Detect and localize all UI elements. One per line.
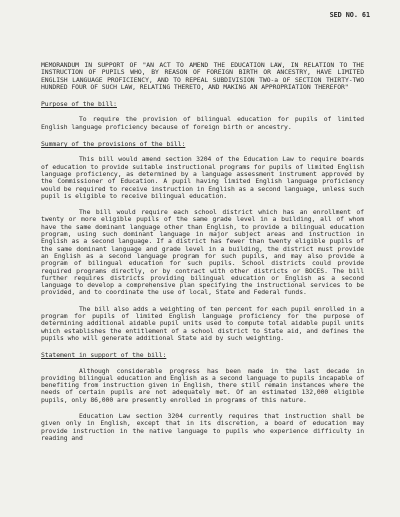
statement-heading: Statement in support of the bill: (41, 351, 167, 360)
sed-number: SED NO. 61 (329, 11, 370, 19)
statement-paragraph-2: Education Law section 3204 currently requires that instruction shall be given only in English, except that in its discretion, a board of education may provide instruction in the native language to pupils who experience difficulty in reading and (41, 411, 364, 442)
purpose-heading: Purpose of the bill: (41, 100, 117, 109)
summary-paragraph-2: The bill would require each school district which has an enrollment of twenty or more eligible pupils of the same grade level in a building, all of whom have the same dominant language other than English, to provide a bilingual education program, using such dominant language in major subject areas and instruction in English as a second language. If a district has fewer than twenty eligible pupils of the same dominant language and grade level in a building, the district must provide an English as a second language program for such pupils, and may also provide a program of bilingual education for such pupils. School districts could provide required programs directly, or by contract with other districts or BOCES. The bill further requires districts providing bilingual education or English as a second language to develop a comprehensive plan specifying the instructional services to be provided, and to coordinate the use of local, State and Federal funds. (41, 208, 364, 297)
memo-title: MEMORANDUM IN SUPPORT OF "AN ACT TO AMEND THE EDUCATION LAW, IN RELATION TO THE INSTRUCTION OF PUPILS WHO, BY REASON OF FOREIGN BIRTH OR ANCESTRY, HAVE LIMITED ENGLISH LANGUAGE PROFICIENCY, AND TO REPEAL SUBDIVISION TWO-a OF SECTION THIRTY-TWO HUNDRED FOUR OF SUCH LAW, RELATING THERETO, AND MAKING AN APPROPRIATION THEREFOR" (41, 61, 364, 91)
summary-paragraph-3: The bill also adds a weighting of ten percent for each pupil enrolled in a program for pupils of limited English language proficiency for the purpose of determining additional aidable pupil units used to compute total aidable pupil units which establishes the entitlement of a school district to State aid, and defines the pupils who will generate additional State aid by such weighting. (41, 304, 364, 342)
summary-paragraph-1: This bill would amend section 3204 of the Education Law to require boards of education to provide suitable instructional programs for pupils of limited English language proficiency, as determined by a language assessment instrument approved by the Commissioner of Education. A pupil having limited English language proficiency would be required to receive instruction in English as a second language, unless such pupil is eligible to receive bilingual education. (41, 155, 364, 200)
statement-paragraph-1: Although considerable progress has been made in the last decade in providing bilingual education and English as a second language to pupils incapable of benefiting from instruction given in English, there still remain instances where the needs of certain pupils are not adequately met. Of an estimated 132,000 eligible pupils, only 86,000 are presently enrolled in programs of this nature. (41, 366, 364, 404)
summary-heading: Summary of the provisions of the bill: (41, 140, 186, 149)
purpose-paragraph: To require the provision of bilingual education for pupils of limited English language proficiency because of foreign birth or ancestry. (41, 115, 364, 131)
